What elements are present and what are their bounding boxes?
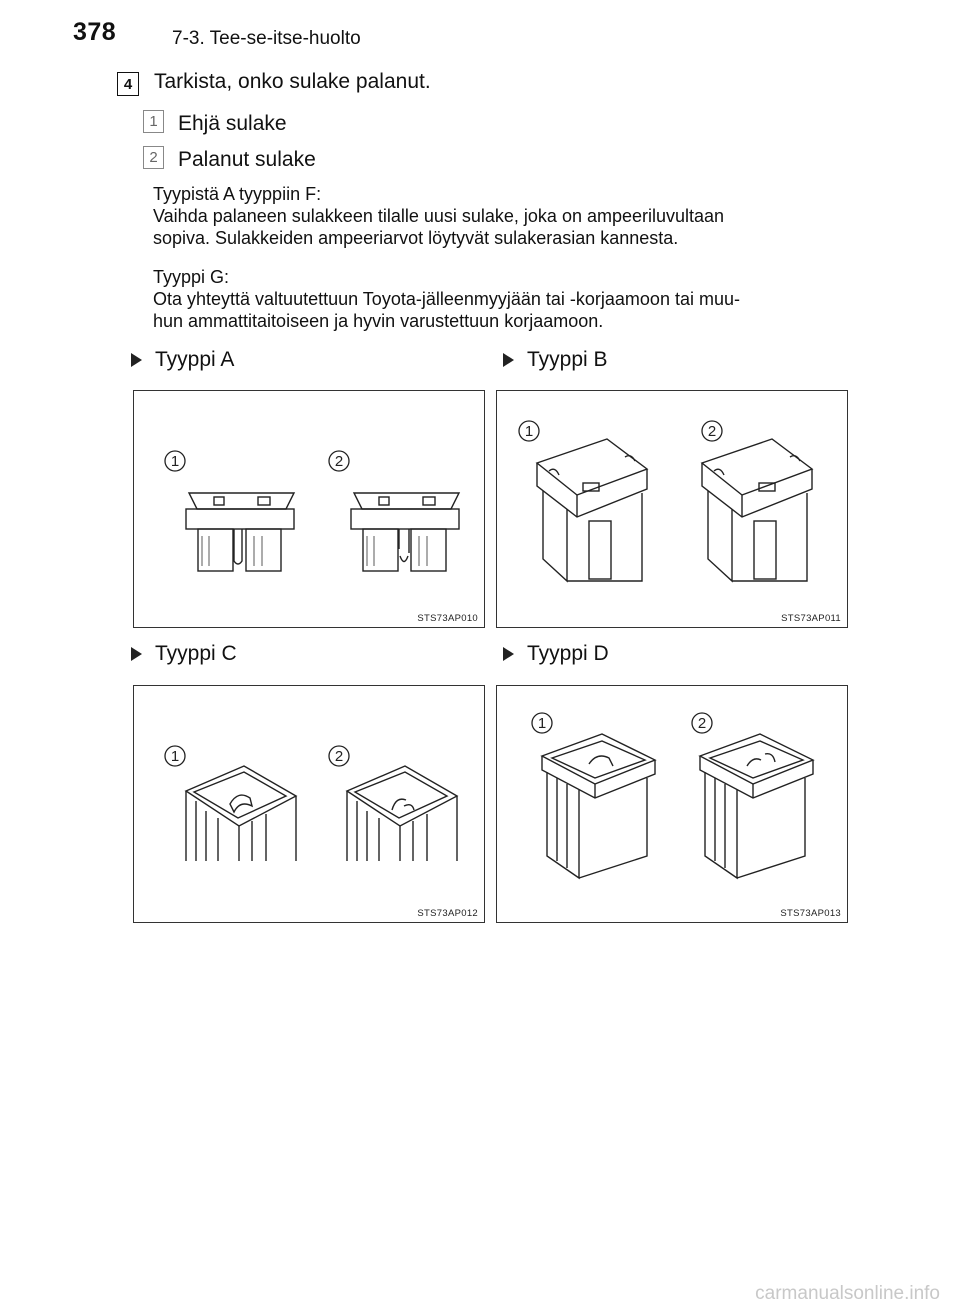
item-number-badge: 2 <box>143 146 164 169</box>
section-title: 7-3. Tee-se-itse-huolto <box>172 28 361 49</box>
figure-heading-type-d <box>503 642 609 666</box>
callout-2: 2 <box>334 453 344 470</box>
callout-2: 2 <box>707 423 717 440</box>
item-number-badge: 1 <box>143 110 164 133</box>
figure-heading-type-c <box>131 642 237 666</box>
page-number: 378 <box>73 18 117 46</box>
paragraph-types-a-to-f <box>153 183 841 249</box>
paragraph-line: hun ammattitaitoiseen ja hyvin varustettuun korjaamoon. <box>153 311 604 331</box>
figure-type-a <box>133 390 485 628</box>
paragraph-line: Vaihda palaneen sulakkeen tilalle uusi sulake, joka on ampeeriluvultaan <box>153 206 725 226</box>
blade-fuse-illustration <box>134 391 484 627</box>
figure-code: STS73AP012 <box>417 908 478 919</box>
paragraph-line: sopiva. Sulakkeiden ampeeriarvot löytyvät sulakerasian kannesta. <box>153 228 679 248</box>
step-number-badge: 4 <box>117 72 139 96</box>
callout-1: 1 <box>170 453 180 470</box>
paragraph-heading: Tyyppi G: <box>153 267 230 287</box>
figure-type-c <box>133 685 485 923</box>
item-label-intact-fuse: Ehjä sulake <box>178 112 287 135</box>
item-label-blown-fuse: Palanut sulake <box>178 148 316 171</box>
paragraph-heading: Tyypistä A tyyppiin F: <box>153 184 322 204</box>
figure-code: STS73AP011 <box>781 613 841 624</box>
triangle-bullet-icon <box>131 353 142 367</box>
figure-heading-text: Tyyppi D <box>527 642 609 665</box>
box-fuse-illustration <box>497 391 847 627</box>
figure-code: STS73AP010 <box>417 613 478 624</box>
triangle-bullet-icon <box>503 353 514 367</box>
step-text: Tarkista, onko sulake palanut. <box>154 70 431 93</box>
paragraph-type-g <box>153 266 841 332</box>
cartridge-fuse-illustration <box>134 686 484 922</box>
watermark-text: carmanualsonline.info <box>755 1283 940 1304</box>
figure-code: STS73AP013 <box>780 908 841 919</box>
figure-type-d <box>496 685 848 923</box>
figure-heading-type-a <box>131 348 234 372</box>
figure-heading-text: Tyyppi C <box>155 642 237 665</box>
callout-2: 2 <box>334 748 344 765</box>
figure-type-b <box>496 390 848 628</box>
figure-heading-text: Tyyppi A <box>155 348 235 371</box>
triangle-bullet-icon <box>131 647 142 661</box>
large-cartridge-fuse-illustration <box>497 686 847 922</box>
callout-1: 1 <box>524 423 534 440</box>
callout-2: 2 <box>697 715 707 732</box>
triangle-bullet-icon <box>503 647 514 661</box>
paragraph-line: Ota yhteyttä valtuutettuun Toyota-jälleenmyyjään tai -korjaamoon tai muu- <box>153 289 740 309</box>
figure-heading-type-b <box>503 348 608 372</box>
figure-heading-text: Tyyppi B <box>527 348 608 371</box>
callout-1: 1 <box>170 748 180 765</box>
callout-1: 1 <box>537 715 547 732</box>
